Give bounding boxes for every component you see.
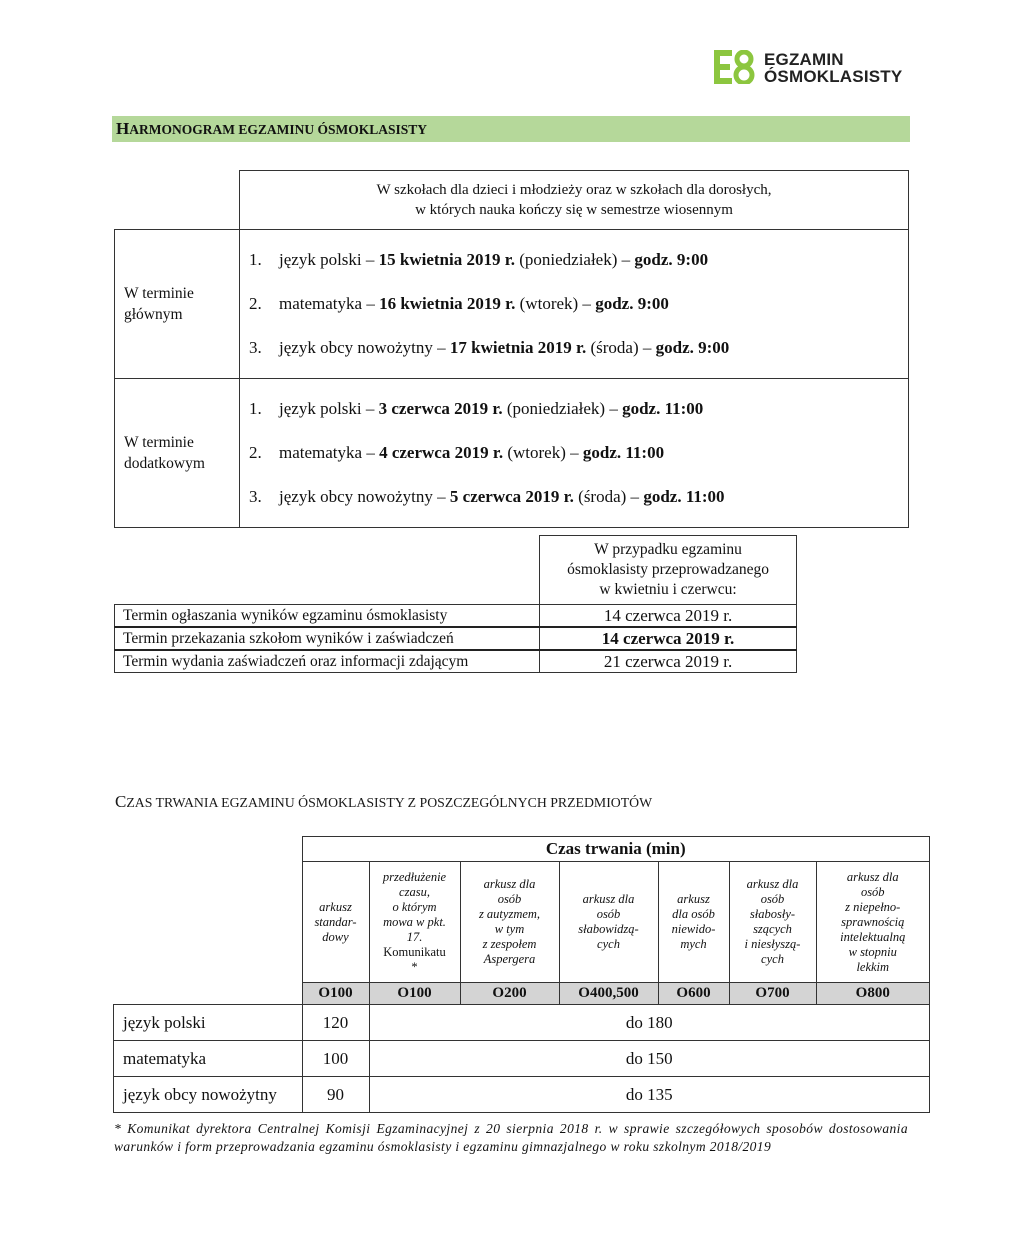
extended-time: do 135: [369, 1077, 930, 1113]
table-row: [115, 605, 797, 628]
exam-duration-table: [113, 836, 930, 1113]
results-value: 14 czerwca 2019 r.: [540, 605, 797, 628]
results-label: Termin ogłaszania wyników egzaminu ósmoklasisty: [115, 605, 540, 628]
extended-time: do 150: [369, 1041, 930, 1077]
column-header: arkusz dla osób z niepełno- sprawnością intelektualną w stopniu lekkim: [816, 862, 930, 983]
results-value: 21 czerwca 2019 r.: [540, 650, 797, 673]
results-label: Termin wydania zaświadczeń oraz informacji zdającym: [115, 650, 540, 673]
footnote: * Komunikat dyrektora Centralnej Komisji Egzaminacyjnej z 20 sierpnia 2018 r. w sprawie szczegółowych sposobów dostosowania warunków i form przeprowadzania egzaminu ósmoklasisty i egzaminu gimnazjalnego w roku szkolnym 2018/2019: [114, 1121, 908, 1154]
logo-line-1: EGZAMIN: [764, 50, 844, 69]
list-item: 2. matematyka – 16 kwietnia 2019 r. (wtorek) – godz. 9:00: [249, 294, 669, 313]
exam-schedule-table: [114, 170, 909, 528]
sheet-code: O600: [658, 983, 729, 1005]
results-header: W przypadku egzaminu ósmoklasisty przeprowadzanego w kwietniu i czerwcu:: [540, 536, 797, 605]
schedule-header: W szkołach dla dzieci i młodzieży oraz w szkołach dla dorosłych, w których nauka kończy się w semestrze wiosennym: [240, 171, 909, 230]
list-item: 1. język polski – 15 kwietnia 2019 r. (poniedziałek) – godz. 9:00: [249, 250, 709, 269]
code-row: [114, 983, 930, 1005]
schedule-heading: HARMONOGRAM EGZAMINU ÓSMOKLASISTY: [116, 119, 427, 138]
table-row: [115, 650, 797, 673]
column-header: arkusz dla osób słabosły- szących i niesłyszą- cych: [729, 862, 816, 983]
column-header: arkusz dla osób z autyzmem, w tym z zespołem Aspergera: [460, 862, 559, 983]
sheet-code: O700: [729, 983, 816, 1005]
results-value: 14 czerwca 2019 r.: [540, 627, 797, 650]
results-dates-table: [114, 535, 797, 673]
duration-heading: CZAS TRWANIA EGZAMINU ÓSMOKLASISTY Z POSZCZEGÓLNYCH PRZEDMIOTÓW: [115, 792, 653, 811]
list-item: 3. język obcy nowożytny – 17 kwietnia 2019 r. (środa) – godz. 9:00: [249, 338, 730, 357]
list-item: 1. język polski – 3 czerwca 2019 r. (poniedziałek) – godz. 11:00: [249, 399, 704, 418]
subject-cell: matematyka: [114, 1041, 303, 1077]
list-item: 3. język obcy nowożytny – 5 czerwca 2019 r. (środa) – godz. 11:00: [249, 487, 725, 506]
sheet-code: O100: [302, 983, 369, 1005]
results-label: Termin przekazania szkołom wyników i zaświadczeń: [115, 627, 540, 650]
column-header: arkusz dla osób niewido- mych: [658, 862, 729, 983]
duration-header: Czas trwania (min): [302, 837, 930, 862]
list-item: 2. matematyka – 4 czerwca 2019 r. (wtorek) – godz. 11:00: [249, 443, 665, 462]
table-row: [114, 1005, 930, 1041]
column-header: przedłużenie czasu, o którym mowa w pkt. 17. Komunikatu *: [369, 862, 460, 983]
sheet-code: O200: [460, 983, 559, 1005]
sheet-code: O400,500: [559, 983, 658, 1005]
table-row: [114, 1077, 930, 1113]
standard-time: 100: [302, 1041, 369, 1077]
standard-time: 120: [302, 1005, 369, 1041]
standard-time: 90: [302, 1077, 369, 1113]
extended-time: do 180: [369, 1005, 930, 1041]
main-term-row: [115, 230, 909, 379]
subject-cell: język polski: [114, 1005, 303, 1041]
table-row: [114, 1041, 930, 1077]
schedule-heading-bar: [112, 116, 910, 142]
subject-cell: język obcy nowożytny: [114, 1077, 303, 1113]
e8-logo-icon: [714, 50, 758, 84]
additional-term-row: [115, 379, 909, 528]
main-term-label: W terminie głównym: [115, 230, 240, 379]
logo: [714, 50, 914, 86]
sheet-code: O100: [369, 983, 460, 1005]
logo-line-2: ÓSMOKLASISTY: [764, 67, 903, 86]
additional-term-label: W terminie dodatkowym: [115, 379, 240, 528]
sheet-code: O800: [816, 983, 930, 1005]
column-header: arkusz dla osób słabowidzą- cych: [559, 862, 658, 983]
table-row: [115, 627, 797, 650]
column-header: arkusz standar- dowy: [302, 862, 369, 983]
